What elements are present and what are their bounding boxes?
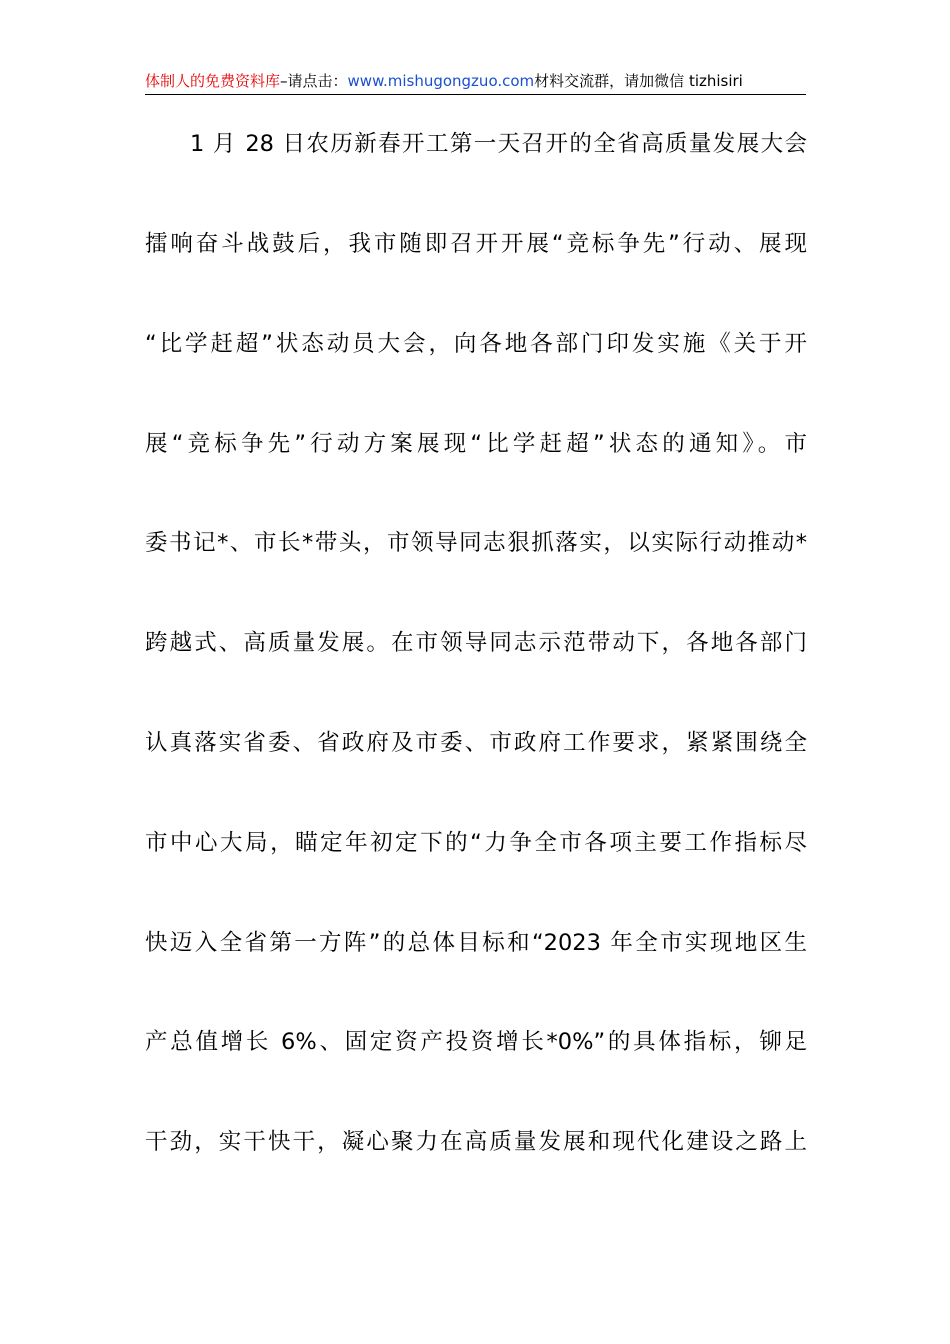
body-line-3: “比学赶超”状态动员大会，向各地各部门印发实施《关于开 <box>145 331 807 357</box>
body-line-11: 干劲，实干快干，凝心聚力在高质量发展和现代化建设之路上 <box>145 1129 807 1155</box>
body-line-2: 擂响奋斗战鼓后，我市随即召开开展“竞标争先”行动、展现 <box>145 231 807 257</box>
body-line-9: 快迈入全省第一方阵”的总体目标和“2023 年全市实现地区生 <box>145 930 807 956</box>
page-header <box>145 70 806 95</box>
header-click-prompt: –请点击： <box>280 72 348 90</box>
body-line-5: 委书记*、市长*带头，市领导同志狠抓落实，以实际行动推动* <box>145 530 807 556</box>
body-line-7: 认真落实省委、省政府及市委、市政府工作要求，紧紧围绕全 <box>145 730 807 756</box>
body-line-1: 1 月 28 日农历新春开工第一天召开的全省高质量发展大会 <box>190 131 807 157</box>
header-contact: 材料交流群，请加微信 tizhisiri <box>534 72 743 90</box>
header-brand: 体制人的免费资料库 <box>145 72 281 90</box>
body-line-4: 展“竞标争先”行动方案展现“比学赶超”状态的通知》。市 <box>145 431 807 457</box>
body-line-6: 跨越式、高质量发展。在市领导同志示范带动下，各地各部门 <box>145 630 807 656</box>
header-url-link[interactable]: www.mishugongzuo.com <box>347 72 535 90</box>
body-line-10: 产总值增长 6%、固定资产投资增长*0%”的具体指标，铆足 <box>145 1029 807 1055</box>
body-line-8: 市中心大局，瞄定年初定下的“力争全市各项主要工作指标尽 <box>145 830 807 856</box>
